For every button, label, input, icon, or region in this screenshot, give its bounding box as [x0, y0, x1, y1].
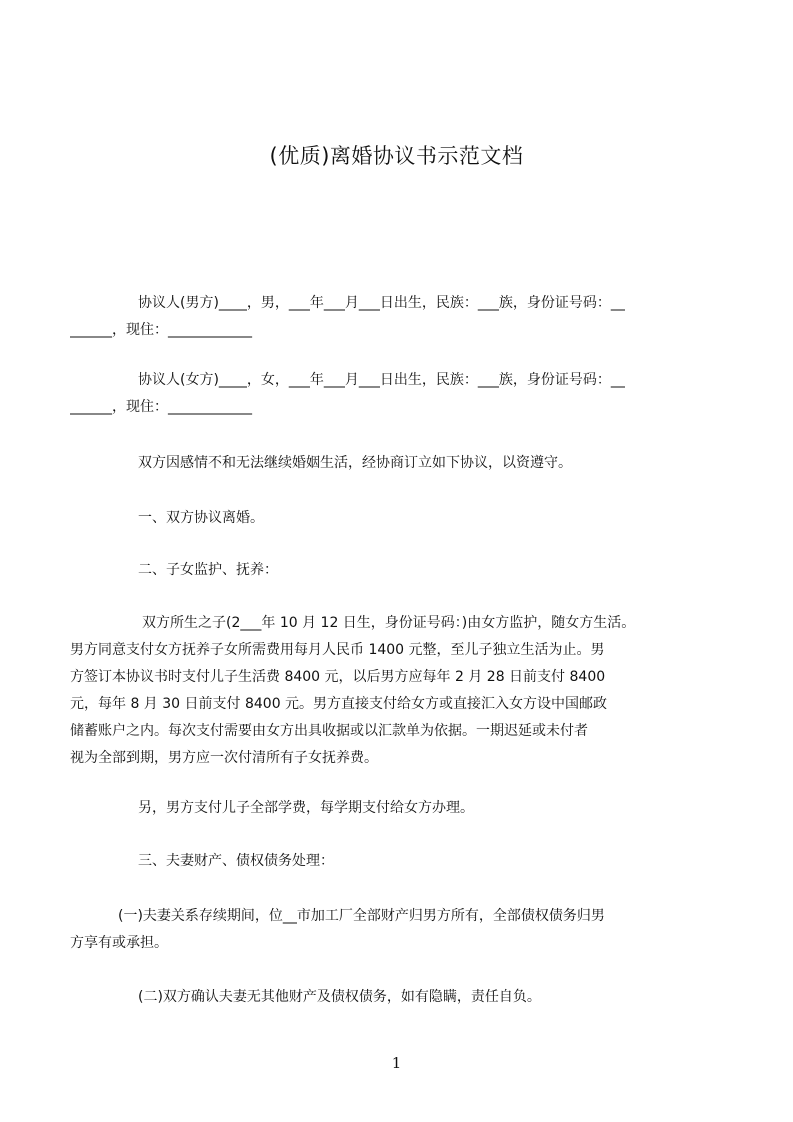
- text-line: 三、夫妻财产、债权债务处理：: [138, 853, 334, 869]
- section-heading-custody: [104, 557, 700, 584]
- page-number: 1: [391, 1054, 402, 1072]
- text-line: 视为全部到期，男方应一次付清所有子女抚养费。: [70, 750, 378, 766]
- text-line: 元，每年 8 月 30 日前支付 8400 元。男方直接支付给女方或直接汇入女方设中国邮政: [70, 696, 608, 712]
- text-line: 协议人(男方)____，男，___年___月___日出生，民族：___族，身份证号码：__: [138, 295, 625, 311]
- paragraph-property-1: [70, 903, 700, 957]
- text-line: 储蓄账户之内。每次支付需要由女方出具收据或以汇款单为依据。一期迟延或未付者: [70, 723, 588, 739]
- text-line: 协议人(女方)____，女，___年___月___日出生，民族：___族，身份证号码：__: [138, 372, 625, 388]
- paragraph-custody-details: [70, 610, 700, 772]
- section-heading-property: [104, 848, 700, 875]
- text-line: (一)夫妻关系存续期间，位__市加工厂全部财产归男方所有，全部债权债务归男: [118, 908, 605, 924]
- text-line: 一、双方协议离婚。: [138, 510, 264, 526]
- text-line: 方签订本协议书时支付儿子生活费 8400 元，以后男方应每年 2 月 28 日前支付 8400: [70, 669, 606, 685]
- text-line: 男方同意支付女方抚养子女所需费用每月人民币 1400 元整，至儿子独立生活为止。男: [70, 642, 605, 658]
- paragraph-property-2: [104, 984, 700, 1011]
- text-line: ______，现住：____________: [70, 399, 252, 415]
- text-line: 双方因感情不和无法继续婚姻生活，经协商订立如下协议，以资遵守。: [138, 455, 572, 471]
- text-line: (二)双方确认夫妻无其他财产及债权债务，如有隐瞒，责任自负。: [138, 989, 541, 1005]
- paragraph-female-party: [70, 367, 700, 421]
- paragraph-male-party: [70, 290, 700, 344]
- section-heading-divorce: [104, 505, 700, 532]
- document-title: (优质)离婚协议书示范文档: [269, 144, 524, 168]
- text-line: 方享有或承担。: [70, 935, 168, 951]
- text-line: 另，男方支付儿子全部学费，每学期支付给女方办理。: [138, 800, 474, 816]
- text-line: ______，现住：____________: [70, 322, 252, 338]
- paragraph-tuition: [104, 795, 700, 822]
- text-line: 二、子女监护、抚养：: [138, 562, 278, 578]
- paragraph-preamble: [104, 450, 700, 477]
- text-line: 双方所生之子(2___年 10 月 12 日生，身份证号码：)由女方监护，随女方生活。: [142, 615, 636, 631]
